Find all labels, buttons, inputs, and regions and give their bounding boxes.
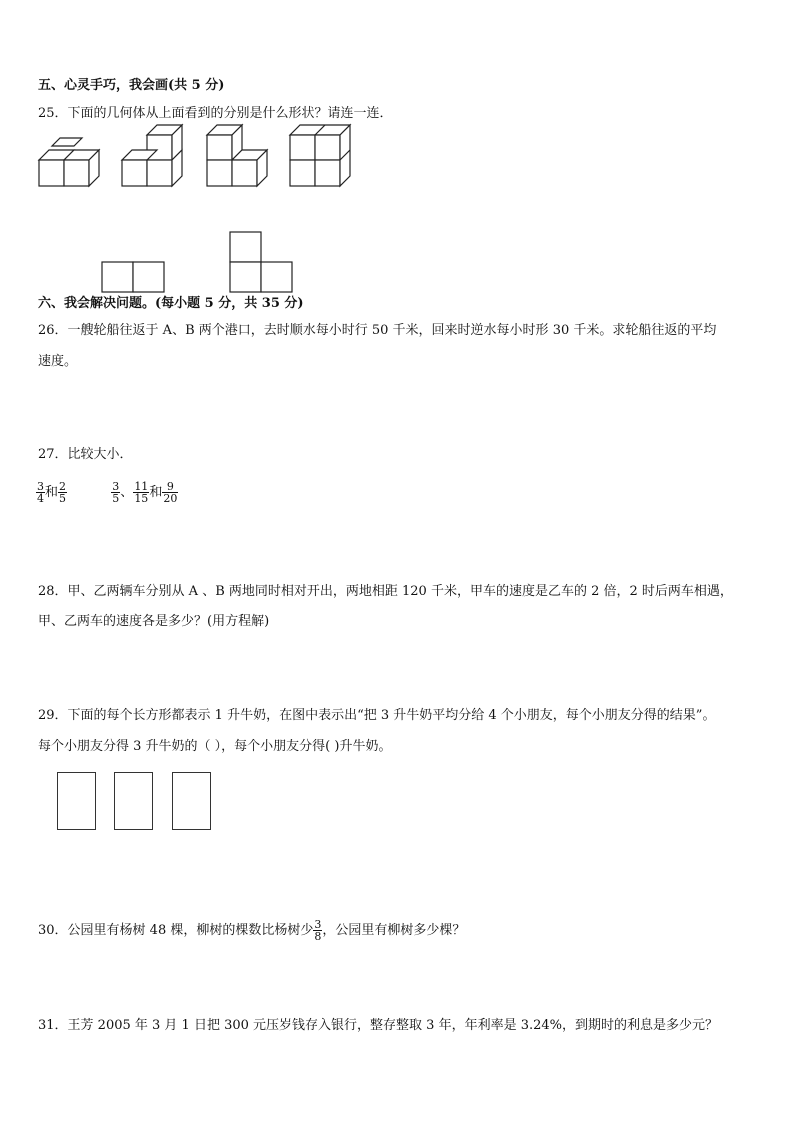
question-25-text: 25．下面的几何体从上面看到的分别是什么形状？请连一连． <box>38 106 393 121</box>
fraction: $\frac{3}{5}$ <box>112 480 120 505</box>
milk-rectangle-1[interactable] <box>57 772 96 830</box>
top-view-2 <box>230 232 292 292</box>
fraction: $\frac{11}{15}$ <box>134 480 149 505</box>
milk-rectangle-2[interactable] <box>114 772 153 830</box>
question-26-line-2: 速度。 <box>38 354 78 369</box>
solid-4 <box>290 125 350 186</box>
fraction: $\frac{2}{5}$ <box>59 480 67 505</box>
question-28-line-2: 甲、乙两车的速度各是多少？(用方程解) <box>38 614 270 629</box>
question-29-line-1: 29．下面的每个长方形都表示 1 升牛奶，在图中表示出“把 3 升牛奶平均分给 4 个小朋友，每个小朋友分得的结果”。 <box>38 708 716 723</box>
solid-3 <box>207 125 267 186</box>
section-5-heading: 五、心灵手巧，我会画(共 5 分) <box>38 78 225 93</box>
solid-2 <box>122 125 182 186</box>
milk-rectangle-3[interactable] <box>172 772 211 830</box>
question-27-text: 27．比较大小． <box>38 447 133 462</box>
section-6-heading: 六、我会解决问题。(每小题 5 分，共 35 分) <box>38 296 304 311</box>
question-28-line-1: 28．甲、乙两辆车分别从 A 、B 两地同时相对开出，两地相距 120 千米，甲车的速度是乙车的 2 倍，2 时后两车相遇， <box>38 584 733 599</box>
question-31-text: 31．王芳 2005 年 3 月 1 日把 300 元压岁钱存入银行，整存整取 3 年，年利率是 3.24%，到期时的利息是多少元？ <box>38 1018 719 1033</box>
top-view-1 <box>102 262 164 292</box>
question-30-text: 30．公园里有杨树 48 棵，柳树的棵数比杨树少 $\frac{3}{8}$ ，公园里有柳树多少棵？ <box>38 918 466 943</box>
question-26-line-1: 26．一艘轮船往返于 A、B 两个港口，去时顺水每小时行 50 千米，回来时逆水每小时形 30 千米。求轮船往返的平均 <box>38 323 717 338</box>
q25-solids-figure <box>0 0 794 320</box>
fraction: $\frac{3}{4}$ <box>37 480 44 505</box>
question-29-line-2: 每个小朋友分得 3 升牛奶的（ ），每个小朋友分得( )升牛奶。 <box>38 739 392 754</box>
question-27-fractions: $\frac{3}{4}$ 和 $\frac{2}{5}$ $\frac{3}{5}$ 、 $\frac{11}{15}$ 和 $\frac{9}{20}$ <box>37 480 178 505</box>
fraction: $\frac{3}{8}$ <box>314 918 322 943</box>
solid-1 <box>39 138 99 186</box>
fraction: $\frac{9}{20}$ <box>163 480 178 505</box>
